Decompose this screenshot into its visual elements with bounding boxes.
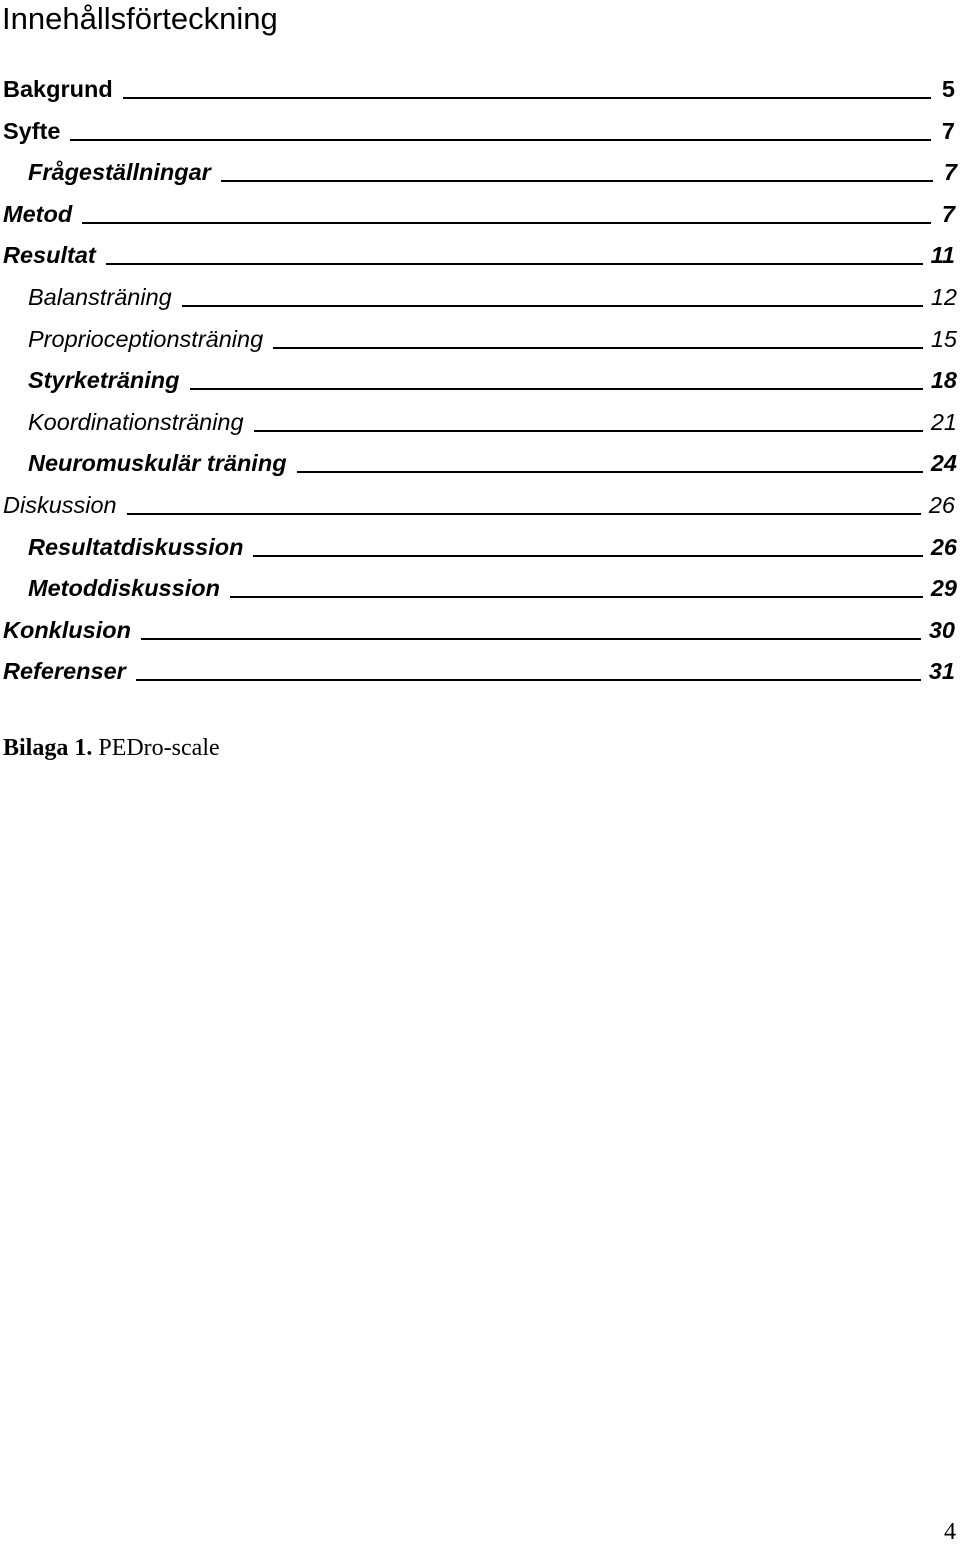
- appendix-text: PEDro-scale: [98, 735, 220, 761]
- toc-entry[interactable]: [3, 187, 955, 229]
- toc-entry-label: Konklusion: [3, 616, 131, 643]
- toc-entry-page: 21: [930, 408, 957, 435]
- toc-entry-page: 7: [941, 200, 955, 227]
- toc-entry-page: 24: [930, 450, 957, 477]
- toc-leader-line: [221, 179, 933, 182]
- toc-entry[interactable]: [28, 312, 957, 354]
- toc-leader-line: [273, 346, 923, 349]
- toc-entry-page: 18: [930, 367, 957, 394]
- toc-entry-page: 15: [930, 325, 957, 352]
- toc-entry[interactable]: [28, 561, 957, 603]
- toc-entry-label: Styrketräning: [28, 367, 180, 394]
- toc-entry-page: 30: [928, 616, 955, 643]
- toc-leader-line: [182, 304, 923, 307]
- toc-entry-label: Resultatdiskussion: [28, 533, 244, 560]
- page-number: 4: [944, 1519, 956, 1545]
- toc-leader-line: [123, 96, 931, 99]
- toc-entry-label: Metod: [3, 200, 73, 227]
- toc-leader-line: [106, 262, 923, 265]
- toc-entry[interactable]: [28, 436, 957, 478]
- toc-leader-line: [136, 678, 921, 681]
- toc-leader-line: [127, 512, 921, 515]
- toc-entry[interactable]: [3, 644, 955, 686]
- toc-leader-line: [230, 595, 923, 598]
- toc-entry-label: Referenser: [3, 658, 126, 685]
- toc-leader-line: [253, 554, 922, 557]
- toc-entry-page: 12: [930, 284, 957, 310]
- toc-entry-page: 7: [941, 117, 955, 144]
- toc-entry-page: 31: [928, 658, 955, 685]
- toc-entry-label: Proprioceptionsträning: [28, 325, 264, 352]
- toc-entry[interactable]: [3, 62, 955, 104]
- appendix-line: [3, 733, 220, 763]
- toc-leader-line: [254, 429, 923, 432]
- toc-entry-label: Metoddiskussion: [28, 575, 220, 602]
- toc-leader-line: [141, 637, 921, 640]
- toc-entry-label: Syfte: [3, 117, 61, 144]
- toc-entry-label: Resultat: [3, 242, 96, 269]
- toc-entry[interactable]: [3, 603, 955, 645]
- toc-entry-label: Neuromuskulär träning: [28, 450, 287, 477]
- toc-leader-line: [297, 470, 923, 473]
- page-title: Innehållsförteckning: [2, 1, 278, 36]
- toc-entry[interactable]: [28, 270, 957, 312]
- toc-leader-line: [82, 221, 931, 224]
- toc-leader-line: [190, 387, 923, 390]
- toc-entry-label: Diskussion: [3, 492, 117, 518]
- toc-entry-label: Balansträning: [28, 284, 172, 310]
- toc-entry-label: Bakgrund: [3, 76, 113, 102]
- toc-entry[interactable]: [28, 395, 957, 437]
- toc-entry-label: Frågeställningar: [28, 159, 211, 186]
- toc-entry[interactable]: [3, 478, 955, 520]
- toc-entry-label: Koordinationsträning: [28, 408, 244, 435]
- toc-entry-page: 29: [930, 575, 957, 602]
- toc-entry-page: 26: [930, 533, 957, 560]
- toc-leader-line: [70, 138, 931, 141]
- toc-entry[interactable]: [28, 520, 957, 562]
- toc-entry-page: 26: [928, 492, 955, 518]
- toc-entry[interactable]: [28, 353, 957, 395]
- toc-entry[interactable]: [28, 145, 957, 187]
- toc-entry-page: 5: [941, 76, 955, 102]
- toc-entry-page: 7: [943, 159, 957, 186]
- toc-entry[interactable]: [3, 228, 955, 270]
- appendix-label: Bilaga 1.: [3, 735, 93, 761]
- toc-entry[interactable]: [3, 104, 955, 146]
- toc-entry-page: 11: [930, 242, 955, 269]
